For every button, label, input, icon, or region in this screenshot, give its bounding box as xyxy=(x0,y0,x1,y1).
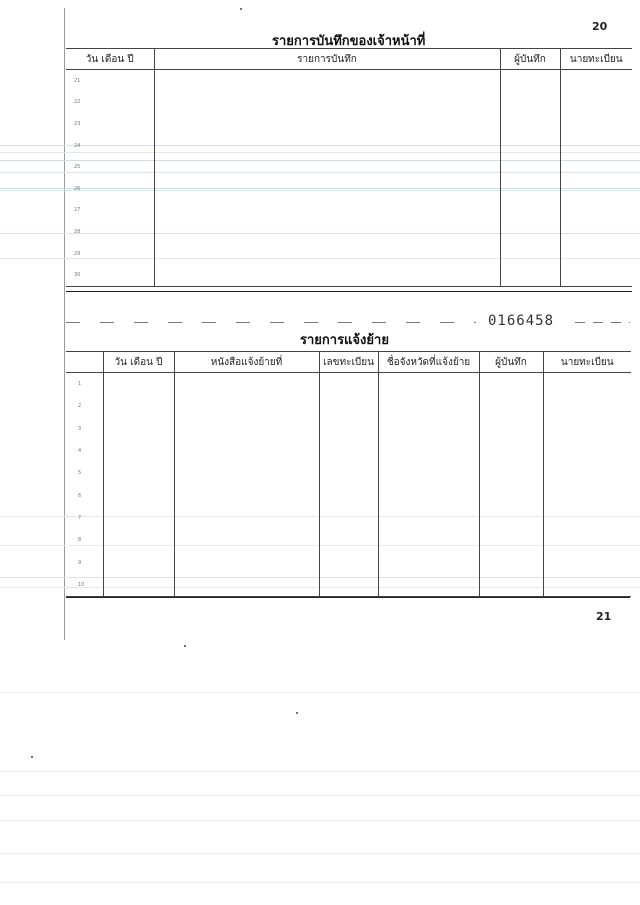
table-row xyxy=(66,264,632,286)
table-cell xyxy=(543,395,631,417)
row-number: 8 xyxy=(66,529,103,551)
relocation-records-table xyxy=(66,351,631,597)
table-cell xyxy=(378,529,479,551)
table-cell xyxy=(500,135,560,157)
table-row xyxy=(66,135,632,157)
row-number: 1 xyxy=(66,373,103,396)
table-cell xyxy=(103,529,174,551)
table-row xyxy=(66,70,632,92)
table-cell xyxy=(319,574,378,597)
table-cell xyxy=(479,507,543,529)
table-cell xyxy=(500,178,560,200)
row-number: 24 xyxy=(66,135,154,157)
table-row xyxy=(66,113,632,135)
section-divider xyxy=(66,291,632,292)
page-number-top: 20 xyxy=(592,20,608,33)
table-cell xyxy=(560,243,632,265)
table-cell xyxy=(543,462,631,484)
table-cell xyxy=(174,507,319,529)
column-header-date: วัน เดือน ปี xyxy=(103,352,174,373)
row-number: 3 xyxy=(66,418,103,440)
table-row xyxy=(66,484,631,506)
table-row xyxy=(66,440,631,462)
column-header-registrar: นายทะเบียน xyxy=(560,49,632,70)
column-header-relocation-letter: หนังสือแจ้งย้ายที่ xyxy=(174,352,319,373)
table-row xyxy=(66,574,631,597)
column-header-date: วัน เดือน ปี xyxy=(66,49,154,70)
table-cell xyxy=(378,507,479,529)
row-number: 10 xyxy=(66,574,103,597)
table-cell xyxy=(174,529,319,551)
column-header-record: รายการบันทึก xyxy=(154,49,500,70)
table-cell xyxy=(479,574,543,597)
table-cell xyxy=(378,462,479,484)
table-cell xyxy=(103,484,174,506)
table-cell xyxy=(378,373,479,396)
scan-speck xyxy=(31,756,33,758)
table-cell xyxy=(543,418,631,440)
table-cell xyxy=(479,484,543,506)
table-row xyxy=(66,221,632,243)
page-number-bottom: 21 xyxy=(596,610,612,623)
row-number: 4 xyxy=(66,440,103,462)
table-cell xyxy=(319,440,378,462)
table-cell xyxy=(174,484,319,506)
table-cell xyxy=(500,92,560,114)
table-cell xyxy=(500,113,560,135)
officer-records-title: รายการบันทึกของเจ้าหน้าที่ xyxy=(272,34,426,49)
table-cell xyxy=(103,373,174,396)
row-number: 23 xyxy=(66,113,154,135)
row-number: 28 xyxy=(66,221,154,243)
table-cell xyxy=(560,113,632,135)
table-cell xyxy=(103,507,174,529)
table-cell xyxy=(479,551,543,573)
row-number: 22 xyxy=(66,92,154,114)
table-cell xyxy=(154,178,500,200)
table-cell xyxy=(378,574,479,597)
scan-artifact-line xyxy=(0,820,640,821)
column-header-recorder: ผู้บันทึก xyxy=(500,49,560,70)
row-number: 5 xyxy=(66,462,103,484)
table-cell xyxy=(319,373,378,396)
table-cell xyxy=(319,484,378,506)
table-cell xyxy=(378,551,479,573)
row-number: 27 xyxy=(66,200,154,222)
column-header-province: ชื่อจังหวัดที่แจ้งย้าย xyxy=(378,352,479,373)
table-row xyxy=(66,507,631,529)
table-cell xyxy=(500,243,560,265)
table-cell xyxy=(378,395,479,417)
row-number: 7 xyxy=(66,507,103,529)
table-cell xyxy=(500,264,560,286)
table-cell xyxy=(543,484,631,506)
table-cell xyxy=(103,440,174,462)
table-cell xyxy=(479,529,543,551)
table-cell xyxy=(154,243,500,265)
table-cell xyxy=(479,440,543,462)
table-cell xyxy=(479,395,543,417)
table-cell xyxy=(543,551,631,573)
table-cell xyxy=(560,200,632,222)
table-cell xyxy=(319,529,378,551)
table-cell xyxy=(500,70,560,92)
row-number: 30 xyxy=(66,264,154,286)
table-cell xyxy=(479,462,543,484)
table-cell xyxy=(174,418,319,440)
scan-speck xyxy=(184,645,186,647)
table-cell xyxy=(543,507,631,529)
table-cell xyxy=(103,574,174,597)
column-header-recorder: ผู้บันทึก xyxy=(479,352,543,373)
table-row xyxy=(66,243,632,265)
table-cell xyxy=(154,221,500,243)
table-row xyxy=(66,418,631,440)
row-number: 25 xyxy=(66,156,154,178)
table-cell xyxy=(378,440,479,462)
column-header-registrar: นายทะเบียน xyxy=(543,352,631,373)
table-row xyxy=(66,551,631,573)
table-cell xyxy=(103,551,174,573)
row-number: 26 xyxy=(66,178,154,200)
table-cell xyxy=(103,462,174,484)
section-divider xyxy=(66,597,630,598)
table-row xyxy=(66,529,631,551)
table-cell xyxy=(319,395,378,417)
table-cell xyxy=(543,373,631,396)
table-cell xyxy=(543,529,631,551)
table-cell xyxy=(103,395,174,417)
table-cell xyxy=(560,92,632,114)
table-cell xyxy=(319,418,378,440)
table-header-row xyxy=(66,352,631,373)
table-cell xyxy=(378,484,479,506)
table-row xyxy=(66,92,632,114)
column-header-registration-number: เลขทะเบียน xyxy=(319,352,378,373)
table-cell xyxy=(560,264,632,286)
row-number: 9 xyxy=(66,551,103,573)
table-cell xyxy=(560,221,632,243)
scan-artifact-line xyxy=(0,692,640,693)
scan-artifact-line xyxy=(0,853,640,854)
table-cell xyxy=(319,551,378,573)
serial-number: 0166458 xyxy=(488,313,555,329)
table-cell xyxy=(319,507,378,529)
table-cell xyxy=(174,440,319,462)
table-cell xyxy=(500,200,560,222)
scan-speck xyxy=(240,8,242,10)
table-cell xyxy=(560,135,632,157)
officer-records-table xyxy=(66,48,632,287)
table-cell xyxy=(174,462,319,484)
column-header-number xyxy=(66,352,103,373)
table-cell xyxy=(378,418,479,440)
dashed-rule xyxy=(66,322,476,323)
row-number: 6 xyxy=(66,484,103,506)
table-cell xyxy=(560,178,632,200)
table-cell xyxy=(319,462,378,484)
table-cell xyxy=(560,70,632,92)
scan-artifact-line xyxy=(0,882,640,883)
table-cell xyxy=(174,395,319,417)
table-cell xyxy=(479,373,543,396)
table-cell xyxy=(560,156,632,178)
table-row xyxy=(66,395,631,417)
table-cell xyxy=(154,156,500,178)
table-cell xyxy=(174,574,319,597)
table-cell xyxy=(154,135,500,157)
table-row xyxy=(66,373,631,396)
table-row xyxy=(66,200,632,222)
scan-speck xyxy=(296,712,298,714)
table-cell xyxy=(543,574,631,597)
table-cell xyxy=(543,440,631,462)
scan-artifact-line xyxy=(0,771,640,772)
row-number: 21 xyxy=(66,70,154,92)
dashed-rule xyxy=(575,322,630,323)
table-cell xyxy=(103,418,174,440)
table-cell xyxy=(154,113,500,135)
row-number: 2 xyxy=(66,395,103,417)
table-cell xyxy=(154,200,500,222)
table-cell xyxy=(500,221,560,243)
table-cell xyxy=(154,70,500,92)
table-row xyxy=(66,462,631,484)
table-row xyxy=(66,178,632,200)
table-cell xyxy=(479,418,543,440)
row-number: 29 xyxy=(66,243,154,265)
relocation-records-title: รายการแจ้งย้าย xyxy=(300,333,389,348)
table-cell xyxy=(154,92,500,114)
table-cell xyxy=(154,264,500,286)
table-cell xyxy=(174,373,319,396)
table-cell xyxy=(500,156,560,178)
table-row xyxy=(66,156,632,178)
scan-artifact-line xyxy=(0,795,640,796)
table-cell xyxy=(174,551,319,573)
table-header-row xyxy=(66,49,632,70)
